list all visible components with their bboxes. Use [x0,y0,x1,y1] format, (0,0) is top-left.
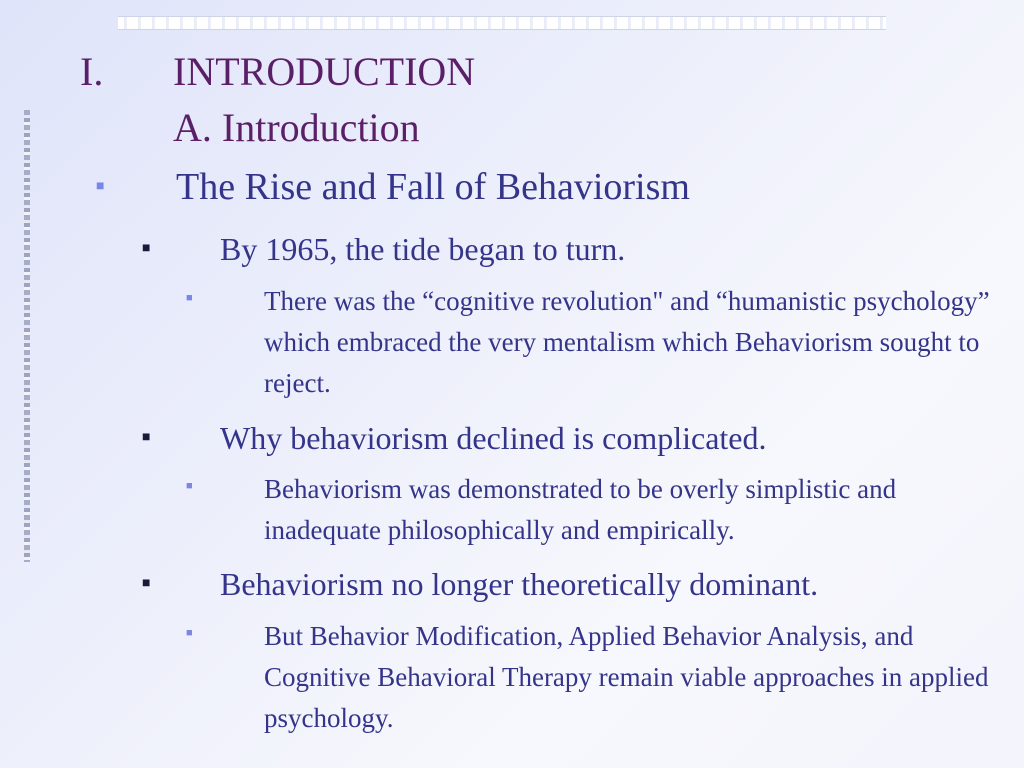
square-bullet-icon: ■ [142,430,151,445]
top-decorative-bar [118,16,886,30]
point-1 [142,229,625,269]
slide-title [80,44,475,156]
point-3-detail [186,616,1008,739]
point-2-text: Why behaviorism declined is complicated. [220,420,767,456]
square-bullet-icon: ■ [96,179,105,194]
main-bullet-text: The Rise and Fall of Behaviorism [176,166,690,208]
point-1-detail-text: There was the “cognitive revolution" and “humanistic psychology” which embraced the very mentalism which Behaviorism sought to reject. [264,286,990,398]
square-bullet-icon: ■ [186,480,193,492]
square-bullet-icon: ■ [186,292,193,304]
section-number: I. [80,49,104,94]
square-bullet-icon: ■ [186,627,193,639]
square-bullet-icon: ■ [142,241,151,256]
side-decorative-bar [24,110,30,562]
point-3 [142,564,818,604]
point-3-text: Behaviorism no longer theoretically dominant. [220,566,819,602]
section-heading: INTRODUCTION [173,49,476,94]
main-bullet [96,163,690,211]
point-1-detail [186,281,1008,404]
point-1-text: By 1965, the tide began to turn. [220,231,626,267]
section-subheading: A. Introduction [173,105,420,150]
point-2 [142,418,767,458]
point-2-detail [186,469,1008,551]
point-3-detail-text: But Behavior Modification, Applied Behavior Analysis, and Cognitive Behavioral Therapy remain viable approaches in applied psychology. [264,621,989,733]
point-2-detail-text: Behaviorism was demonstrated to be overly simplistic and inadequate philosophically and empirically. [264,474,897,545]
square-bullet-icon: ■ [142,576,151,591]
